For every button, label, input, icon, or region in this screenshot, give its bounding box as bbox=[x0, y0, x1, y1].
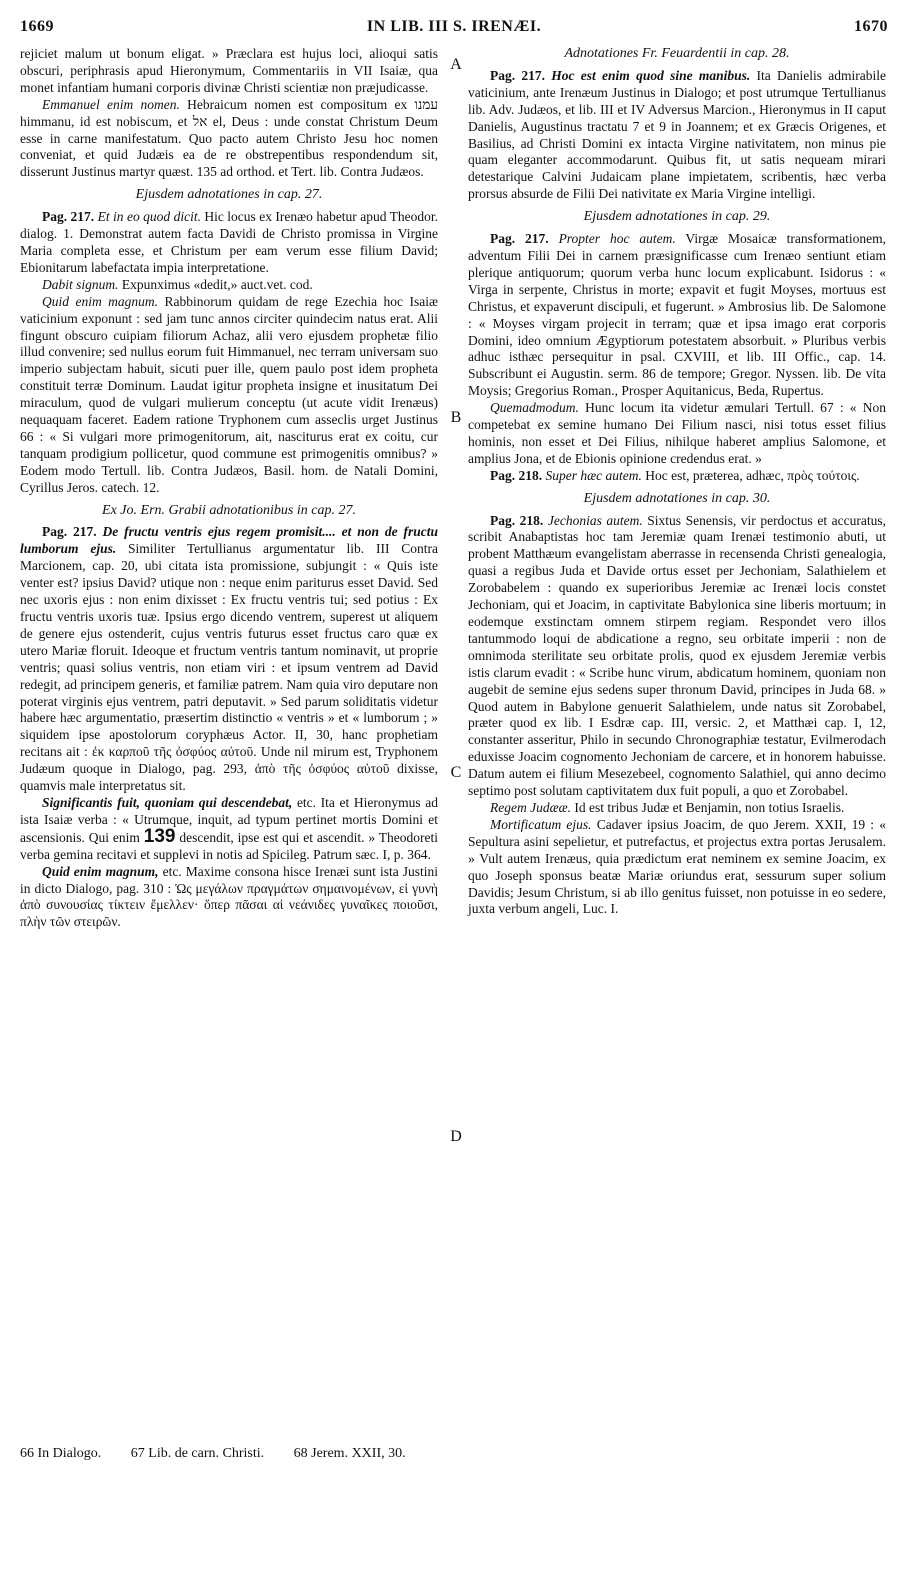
footnotes bbox=[20, 1446, 432, 1462]
page-number-left: 1669 bbox=[20, 18, 54, 35]
paragraph: Quid enim magnum, etc. Maxime consona hisce Irenæi sunt ista Justini in dicto Dialogo, pag. 310 : Ὡς μεγάλων πραγμάτων σημαινομένων, εἰ γυνὴ ἀπὸ συνουσίας τίκτειν ἔμελλεν· ὅπερ πᾶσαι αἱ νεάνιδες γυναῖκες ποιοῦσι, πλὴν τῶν στειρῶν. bbox=[20, 863, 439, 930]
paragraph: Significantis fuit, quoniam qui descendebat, etc. Ita et Hieronymus ad ista Isaiæ verba : « Utrumque, inquit, ad typum pertinet mortis Domini et ascensionis. Qui enim 139 descendit, ipse est qui et ascendit. » Theodoreti verba gemina recitavi et supplevi in notis ad Spicileg. Patrum sæc. I, p. 364. bbox=[20, 794, 439, 862]
footnote: 68 Jerem. XXII, 30. bbox=[293, 1446, 406, 1461]
paragraph: rejiciet malum ut bonum eligat. » Præclara est hujus loci, alioqui satis obscuri, periphrasis apud Hieronymum, Commentariis in VII Isaiæ, qua monet infantiam humani corporis divinæ Christi scientiæ non præjudicasse. bbox=[20, 46, 438, 95]
page-number-right: 1670 bbox=[854, 18, 888, 35]
section-heading: Ejusdem adnotationes in cap. 30. bbox=[583, 490, 771, 506]
paragraph: Pag. 217. De fructu ventris ejus regem promisit.... et non de fructu lumborum ejus. Similiter Tertullianus argumentatur lib. III Contra Marcionem, cap. 20, ubi citata ista promissione, subjungit : « Quis iste venter est? ipsius David? utique non : neque enim pariturus esset David. Sed nec uxoris ejus : non enim dixisset : Ex fructu ventris tui; sed potius : Ex fructu ventris uxoris tuæ. Ipsius ergo dicendo ventrem, superest ut aliquem de genere ejus ostenderit, cujus ventris futurus esset fructus caro quæ ex utero Mariæ floruit. Ideoque et fructum ventris tantum nominavit, ut proprie ventris; quasi solius ventris, non etiam viri : et ipsum ventrem ad David redegit, ad principem generis, et familiæ patrem. Nam quia viro deputare non poterat virginis ejus ventrem, patri deputavit. » Sed parum soliditatis videtur habere hæc argumentatio, præsertim distinctio « ventris » et « lumborum ; » siquidem ipse apostolorum coryphæus Actor. II, 30, hanc prophetiam recitans ait : ἐκ καρποῦ τῆς ὀσφύος αὐτοῦ. Unde nil mirum est, Tryphonem Judæum quoque in Dialogo, pag. 293, ἀπὸ τῆς ὀσφύος αὐτοῦ dixisse, quamvis male interpretatus sit. bbox=[20, 524, 439, 794]
paragraph: Quemadmodum. Hunc locum ita videtur æmulari Tertull. 67 : « Non competebat ex semine humano Dei Filium nasci, nisi totus esset filius hominis, non esset et Dei Filius, nihilque haberet amplius Salomone, et amplius Jona, et de Ebionis opinione credendus erat. » bbox=[468, 400, 886, 466]
margin-letter-d: D bbox=[450, 1128, 462, 1145]
left-column bbox=[20, 46, 438, 931]
margin-letter-c: C bbox=[450, 764, 462, 781]
paragraph: Quid enim magnum. Rabbinorum quidam de rege Ezechia hoc Isaiæ vaticinium exponunt : sed jam tunc annos circiter quindecim natus erat. Alii fingunt obscuro cuipiam filiorum Achaz, alii vero ejusdem prophetæ filio illud convenire; sed nullus eorum fuit Himmanuel, nec terram universam suo imperio subjectam habuit, sicuti puer ille, quem paulo post idem propheta constituit terræ Dominum. Laudat igitur propheta insigne et inusitatum Dei miraculum, quod de vulgari mulierum conceptu (ut acute vidit Irenæus) nequaquam faceret. Eadem ratione Tryphonem cum asseclis urget Justinus 66 : « Si vulgari more primogenitorum, ait, nasciturus erat ex coitu, cur tanquam prodigium pollicetur, quod commune est primogenitis omnibus? » Eodem modo Tertull. lib. Contra Judæos, Basil. hom. de Natali Domini, Cyrillus Jeros. catech. 12. bbox=[20, 293, 438, 495]
running-title: IN LIB. III S. IRENÆI. bbox=[366, 18, 542, 35]
paragraph: Pag. 217. Propter hoc autem. Virgæ Mosaicæ transformationem, adventum Filii Dei in carnem præsignificasse cum Irenæo sentiunt etiam plerique antiquorum; quorum verba hunc locum explicabunt. Isidorus : « Virga in serpente, Christus in morte; expavit et fugit Moyses, mortuus est Christus, et expaverunt discipuli, et fugerunt. » Ambrosius lib. De Salomone : « Moyses virgam projecit in terram; quæ et ipsa imago erat corporis Domini, ideo omnium Ægyptiorum potestatem absorbuit. » Pluribus verbis adhuc isthæc persequitur in psal. CXVIII, et lib. III Offic., cap. 14. Subscribunt ei Augustin. serm. 86 de tempore; Gregor. Nyssen. lib. De vita Moysis; Gregorius Roman., Prosper Aquitanicus, Beda, Rupertus. bbox=[468, 231, 887, 399]
paragraph: Regem Judææ. Id est tribus Judæ et Benjamin, non totius Israelis. bbox=[490, 799, 845, 815]
paragraph: Mortificatum ejus. Cadaver ipsius Joacim, de quo Jerem. XXII, 19 : « Sepultura asini sepelietur, et putrefactus, et projectus extra portas Jerusalem. » Vult autem Irenæus, quia prædictum erat neminem ex semine Joacim, ex quo Joseph sponsus beatæ Mariæ oriundus erat, sessurum super solium Davidis; Jesum Christum, si ab illo genitus fuisset, non potuisse in eo sedere, juxta verbum angeli, Luc. I. bbox=[468, 816, 886, 917]
page-header bbox=[20, 16, 888, 42]
page bbox=[20, 16, 888, 1556]
paragraph: Pag. 217. Hoc est enim quod sine manibus. Ita Danielis admirabile vaticinium, ante Irenæum Justinus in Dialogo; et post utrumque Tertullianus lib. Adv. Judæos, et lib. III et IV Adversus Marcion., Hieronymus in II caput Danielis, Augustinus tractatu 7 et 9 in Joannem; et ex Græcis Origenes, et Basilius, ad Christi Domini ex intacta Virgine nativitatem, non minus pie quam eleganter accommodarunt. Quibus fit, ut satis nequeam mirari detestarique Calvini Judaicam plane impietatem, scribentis, hæc verba prorsus absurde de Filii Dei nativitate ex Maria Virgine intelligi. bbox=[468, 67, 887, 202]
paragraph: Pag. 218. Super hæc autem. Hoc est, præterea, adhæc, πρὸς τούτοις. bbox=[490, 467, 860, 483]
footnote: 66 In Dialogo. bbox=[20, 1446, 102, 1461]
margin-letter-a: A bbox=[450, 56, 462, 73]
column-marker-number: 139 bbox=[143, 825, 176, 847]
paragraph: Pag. 218. Jechonias autem. Sixtus Senensis, vir perdoctus et accuratus, scribit Anabaptistas hoc tam Jeremiæ quam Irenæi testimonio abuti, ut probent Matthæum evangelistam aberrasse in recensenda Christi genealogia, quasi a regibus Juda et Davide ortus esset per Jechoniam, Salathielem et Zorobabelem : quando ex superioribus Jeremiæ ac Irenæi locis constet Jechoniam, qui et Joacim, in captivitate Babylonica sine liberis mortuum; in eodemque exstinctam omnem stirpem regiam. Respondet vero illos tantummodo loqui de abdicatione a regno, seu orbitate imperii : non de omnimoda sterilitate seu orbitate prolis, quod ex ejusdem Jeremiæ verbis istis clarum evadit : « Scribe hunc virum, abdicatum hominem, quoniam non augebit de semine ejus sedens super thronum David, principes in Juda 68. » Quod autem in Babylone genuerit Salathielem, unde natus sit Zorobabel, præter quod ex lib. I Esdræ cap. III, versic. 2, et Matthæi cap. I, 12, constanter asseritur, Philo in secundo Chronographiæ testatur, Evilmerodach eduxisse Joacim cognomento Jechoniam de carcere, et in honorem habuisse. Datum autem ei filium Mesezebeel, cognomento Salathiel, qui anno decimo septimo post solutam captivitatem dux fuit populi, a quo et Zorobabel. bbox=[468, 512, 886, 799]
paragraph: Pag. 217. Et in eo quod dicit. Hic locus ex Irenæo habetur apud Theodor. dialog. 1. Demonstrat autem facta Davidi de Christo promissa in Virgine Maria completa esse, et Christum per eam verum esse filium David; Ebionitarum labefactata impia interpretatione. bbox=[20, 209, 439, 275]
right-column bbox=[468, 46, 886, 918]
margin-letter-b: B bbox=[450, 409, 462, 426]
section-heading: Adnotationes Fr. Feuardentii in cap. 28. bbox=[564, 46, 790, 61]
section-heading: Ex Jo. Ern. Grabii adnotationibus in cap. 27. bbox=[102, 502, 356, 518]
footnote: 67 Lib. de carn. Christi. bbox=[130, 1446, 265, 1461]
paragraph: Dabit signum. Expunximus «dedit,» auct.vet. cod. bbox=[42, 276, 313, 292]
paragraph: Emmanuel enim nomen. Hebraicum nomen est compositum ex עמנו himmanu, id est nobiscum, et אל el, Deus : unde constat Christum Deum esse in carne manifestatum. Quo pacto autem Christo Jesu hoc nomen conveniat, et quid Judæis ea de re obstrepentibus respondendum sit, disserunt Justinus martyr quæst. 135 ad orthod. et Tert. lib. Contra Judæos. bbox=[20, 96, 439, 180]
section-heading: Ejusdem adnotationes in cap. 27. bbox=[135, 187, 323, 203]
section-heading: Ejusdem adnotationes in cap. 29. bbox=[583, 209, 771, 225]
